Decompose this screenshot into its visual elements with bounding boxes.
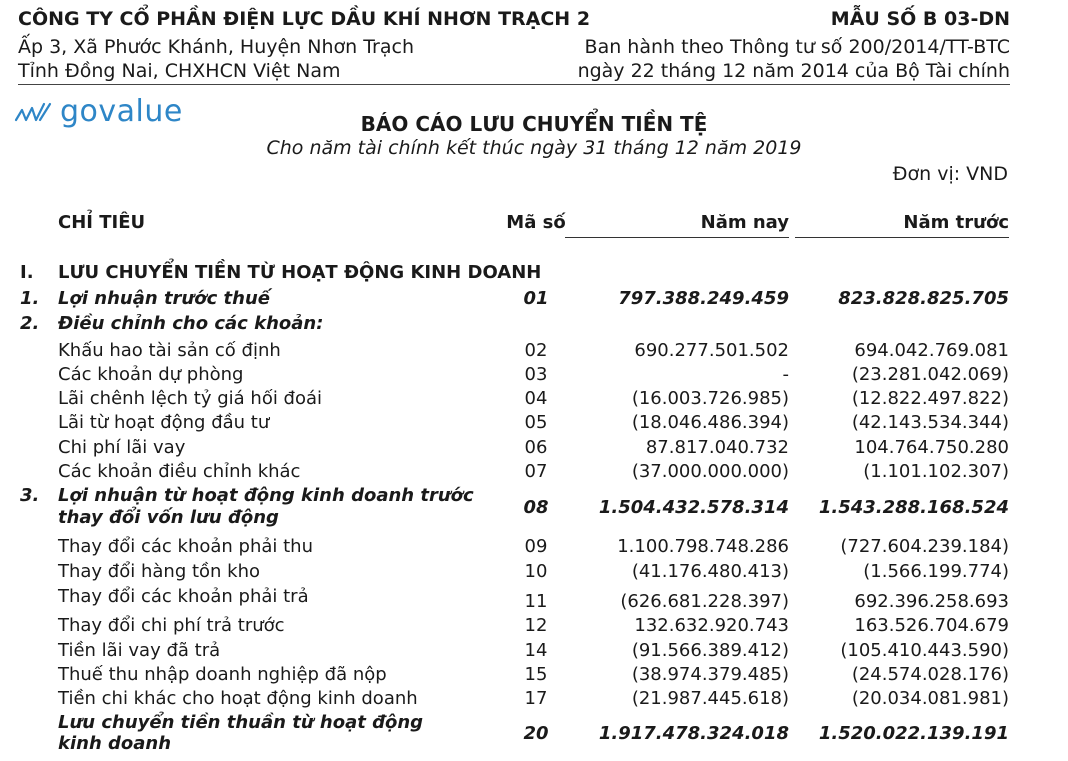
row-label: Tiền lãi vay đã trả — [58, 640, 221, 661]
row-previous-year: (12.822.497.822) — [851, 388, 1009, 409]
row-label: Tiền chi khác cho hoạt động kinh doanh — [58, 688, 418, 709]
row-label-line-2: kinh doanh — [58, 733, 172, 754]
row-previous-year: 823.828.825.705 — [838, 288, 1009, 309]
row-code: 12 — [524, 615, 548, 636]
column-header-nam-truoc: Năm trước — [795, 212, 1009, 238]
row-label: LƯU CHUYỂN TIỀN TỪ HOẠT ĐỘNG KINH DOANH — [58, 262, 542, 283]
row-previous-year: 163.526.704.679 — [854, 615, 1009, 636]
currency-unit: Đơn vị: VND — [892, 163, 1008, 185]
row-code: 10 — [524, 561, 548, 582]
issued-line-2: ngày 22 tháng 12 năm 2014 của Bộ Tài chính — [577, 60, 1010, 82]
row-code: 02 — [524, 340, 548, 361]
row-current-year: 1.100.798.748.286 — [617, 536, 789, 557]
row-label: Các khoản điều chỉnh khác — [58, 461, 301, 482]
report-subtitle: Cho năm tài chính kết thúc ngày 31 tháng 12 năm 2019 — [266, 137, 802, 159]
row-previous-year: (20.034.081.981) — [851, 688, 1009, 709]
row-previous-year: 1.520.022.139.191 — [818, 723, 1009, 744]
row-previous-year: 1.543.288.168.524 — [818, 497, 1009, 518]
row-label: Lợi nhuận trước thuế — [58, 288, 270, 309]
row-label: Lãi chênh lệch tỷ giá hối đoái — [58, 388, 323, 409]
column-header-nam-nay: Năm nay — [565, 212, 789, 238]
row-code: 20 — [523, 723, 549, 744]
row-label: Khấu hao tài sản cố định — [58, 340, 281, 361]
row-current-year: (91.566.389.412) — [631, 640, 789, 661]
row-current-year: 1.917.478.324.018 — [598, 723, 789, 744]
row-code: 11 — [524, 591, 548, 612]
row-current-year: (38.974.379.485) — [631, 664, 789, 685]
column-header-ma-so: Mã số — [506, 212, 566, 233]
row-previous-year: (1.566.199.774) — [863, 561, 1009, 582]
row-current-year: 87.817.040.732 — [645, 437, 789, 458]
address-line-2: Tỉnh Đồng Nai, CHXHCN Việt Nam — [18, 60, 341, 82]
row-previous-year: 692.396.258.693 — [854, 591, 1009, 612]
row-current-year: 1.504.432.578.314 — [598, 497, 789, 518]
row-code: 06 — [524, 437, 548, 458]
row-current-year: (21.987.445.618) — [631, 688, 789, 709]
address-line-1: Ấp 3, Xã Phước Khánh, Huyện Nhơn Trạch — [18, 36, 414, 58]
row-label: Điều chỉnh cho các khoản: — [58, 313, 324, 334]
row-previous-year: 104.764.750.280 — [854, 437, 1009, 458]
row-label: Thay đổi các khoản phải trả — [58, 586, 309, 607]
company-name: CÔNG TY CỔ PHẦN ĐIỆN LỰC DẦU KHÍ NHƠN TRẠCH 2 — [18, 8, 591, 30]
row-label: Lợi nhuận từ hoạt động kinh doanh trước — [58, 485, 474, 506]
row-number: I. — [20, 262, 34, 283]
row-code: 08 — [523, 497, 549, 518]
row-code: 05 — [524, 412, 548, 433]
row-code: 17 — [524, 688, 548, 709]
row-label: Thuế thu nhập doanh nghiệp đã nộp — [58, 664, 387, 685]
govalue-logo-text: govalue — [60, 94, 183, 129]
row-current-year: - — [782, 364, 789, 385]
row-label: Thay đổi chi phí trả trước — [58, 615, 285, 636]
row-code: 09 — [524, 536, 548, 557]
row-current-year: (37.000.000.000) — [631, 461, 789, 482]
row-current-year: 132.632.920.743 — [634, 615, 789, 636]
row-number: 2. — [20, 313, 40, 334]
row-current-year: (626.681.228.397) — [620, 591, 789, 612]
row-previous-year: (105.410.443.590) — [840, 640, 1009, 661]
row-current-year: (18.046.486.394) — [631, 412, 789, 433]
row-label: Thay đổi các khoản phải thu — [58, 536, 313, 557]
row-current-year: 797.388.249.459 — [618, 288, 789, 309]
row-label: Lưu chuyển tiền thuần từ hoạt động — [58, 712, 424, 733]
row-code: 03 — [524, 364, 548, 385]
row-previous-year: (24.574.028.176) — [851, 664, 1009, 685]
row-number: 3. — [20, 485, 40, 506]
row-previous-year: (42.143.534.344) — [851, 412, 1009, 433]
row-code: 07 — [524, 461, 548, 482]
row-label: Chi phí lãi vay — [58, 437, 186, 458]
row-label: Các khoản dự phòng — [58, 364, 244, 385]
row-label-line-2: thay đổi vốn lưu động — [58, 507, 279, 528]
row-label: Thay đổi hàng tồn kho — [58, 561, 261, 582]
row-previous-year: 694.042.769.081 — [854, 340, 1009, 361]
row-code: 15 — [524, 664, 548, 685]
header-divider — [18, 84, 1010, 85]
row-code: 04 — [524, 388, 548, 409]
row-current-year: (16.003.726.985) — [631, 388, 789, 409]
row-current-year: 690.277.501.502 — [634, 340, 789, 361]
row-previous-year: (23.281.042.069) — [851, 364, 1009, 385]
row-current-year: (41.176.480.413) — [631, 561, 789, 582]
row-label: Lãi từ hoạt động đầu tư — [58, 412, 270, 433]
form-code: MẪU SỐ B 03-DN — [830, 8, 1010, 30]
row-previous-year: (727.604.239.184) — [840, 536, 1009, 557]
report-title: BÁO CÁO LƯU CHUYỂN TIỀN TỆ — [360, 112, 708, 136]
row-previous-year: (1.101.102.307) — [863, 461, 1009, 482]
column-header-chi-tieu: CHỈ TIÊU — [58, 212, 146, 233]
row-code: 01 — [523, 288, 549, 309]
row-number: 1. — [20, 288, 40, 309]
issued-line-1: Ban hành theo Thông tư số 200/2014/TT-BTC — [584, 36, 1010, 58]
row-code: 14 — [524, 640, 548, 661]
